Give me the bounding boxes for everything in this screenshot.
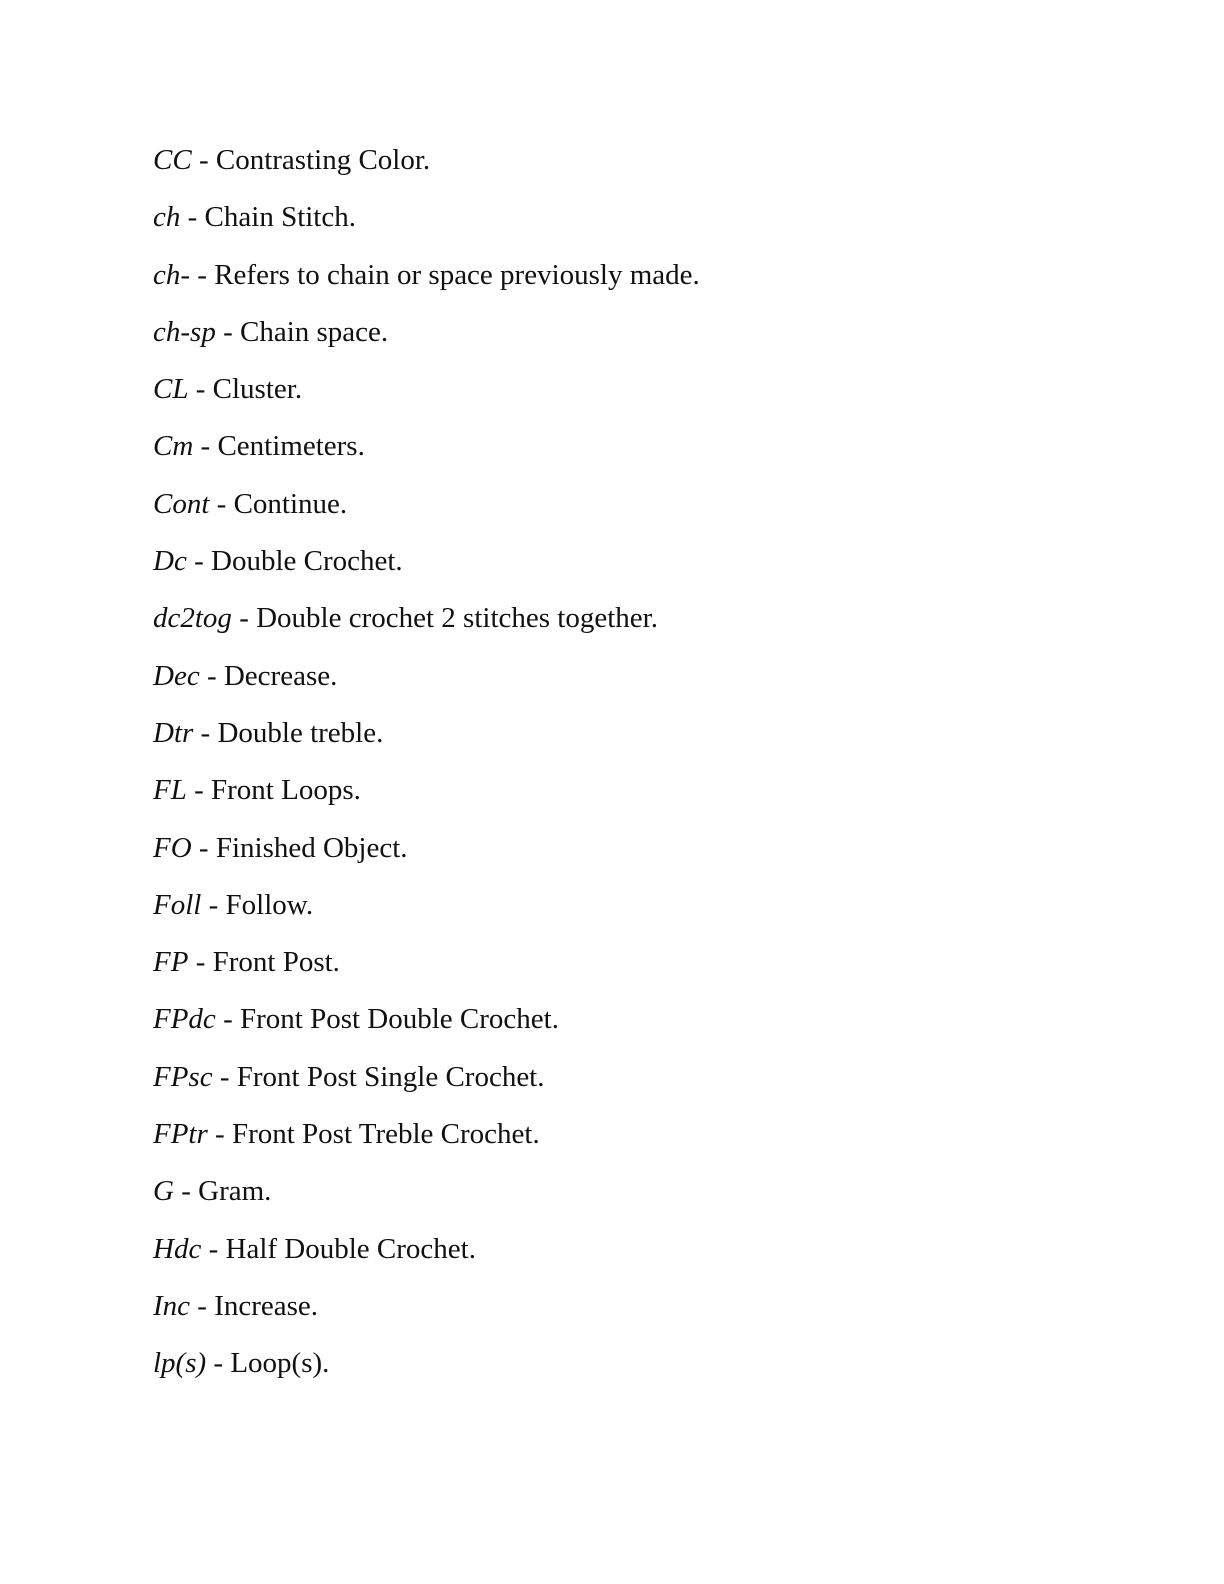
abbreviation: Dtr [153,716,194,749]
definition: Front Post. [212,946,340,979]
definition: Continue. [233,487,348,520]
separator: - [215,1003,240,1036]
abbreviation: CC [153,144,192,176]
separator: - [188,373,213,406]
separator: - [206,1347,231,1380]
separator: - [186,545,211,578]
abbreviation: FPtr [153,1118,208,1151]
separator: - [193,430,218,463]
separator: - [186,774,212,807]
definition: Front Post Treble Crochet. [231,1118,540,1151]
abbreviation: CL [153,373,189,406]
separator: - [191,144,216,176]
glossary-entry [153,886,700,943]
separator: - [173,1175,199,1208]
separator: - [207,1118,232,1151]
abbreviation: Cont [153,487,210,520]
glossary-entry [153,714,700,771]
abbreviation: FPsc [153,1060,213,1093]
definition: Double crochet 2 stitches together. [256,602,658,635]
definition: Front Post Double Crochet. [239,1003,559,1036]
separator: - [231,602,257,635]
definition: Cluster. [212,373,303,406]
abbreviation: Inc [153,1289,191,1322]
separator: - [201,1232,226,1265]
abbreviation: FP [153,946,189,979]
abbreviation: ch [153,201,181,234]
abbreviation: G [153,1175,174,1208]
glossary-entry [153,1058,700,1115]
abbreviation: FPdc [153,1003,216,1036]
definition: Gram. [198,1175,272,1208]
glossary-entry [153,542,700,599]
definition: Front Post Single Crochet. [236,1060,545,1093]
definition: Increase. [214,1289,319,1322]
glossary-entry [153,829,700,886]
definition: Front Loops. [211,774,361,807]
definition: Contrasting Color. [215,144,431,176]
abbreviation: Dc [153,545,187,578]
abbreviation: Dec [153,659,200,692]
definition: Finished Object. [215,831,408,864]
definition: Half Double Crochet. [225,1232,476,1265]
glossary-entry [153,485,700,542]
abbreviation: Hdc [153,1232,202,1265]
abbreviation: lp(s) [153,1347,207,1380]
glossary-entry [153,771,700,828]
definition: Loop(s). [230,1347,330,1380]
glossary-entry [153,427,700,484]
separator: - [190,258,215,291]
definition: Follow. [225,888,314,921]
glossary-entry [153,198,700,255]
separator: - [180,201,205,234]
glossary-entry [153,370,700,427]
abbreviation: dc2tog [153,602,232,635]
abbreviation: Cm [153,430,194,463]
separator: - [215,315,240,348]
separator: - [212,1060,237,1093]
definition: Chain space. [240,315,389,348]
glossary-entry [153,1000,700,1057]
definition: Decrease. [223,659,338,692]
definition: Refers to chain or space previously made. [214,258,700,291]
separator: - [190,1289,215,1322]
glossary-entry [153,1230,700,1287]
abbreviation: Foll [153,888,202,921]
glossary-entry [153,1172,700,1229]
separator: - [188,946,213,979]
glossary-entry [153,1287,700,1344]
abbreviation: FO [153,831,192,864]
separator: - [193,716,218,749]
glossary-entry [153,313,700,370]
separator: - [199,659,224,692]
definition: Centimeters. [217,430,365,463]
glossary-entry [153,1344,700,1401]
definition: Chain Stitch. [204,201,356,234]
abbreviation: ch-sp [153,315,216,348]
glossary-entry [153,599,700,656]
glossary-entry [153,943,700,1000]
glossary-entry [153,141,700,198]
definition: Double Crochet. [211,545,403,578]
abbreviation-list [153,141,700,1402]
separator: - [191,831,216,864]
abbreviation: ch- [153,258,191,291]
abbreviation: FL [153,774,187,807]
glossary-entry [153,657,700,714]
separator: - [201,888,226,921]
separator: - [209,487,234,520]
definition: Double treble. [217,716,384,749]
glossary-entry [153,1115,700,1172]
glossary-entry [153,256,700,313]
